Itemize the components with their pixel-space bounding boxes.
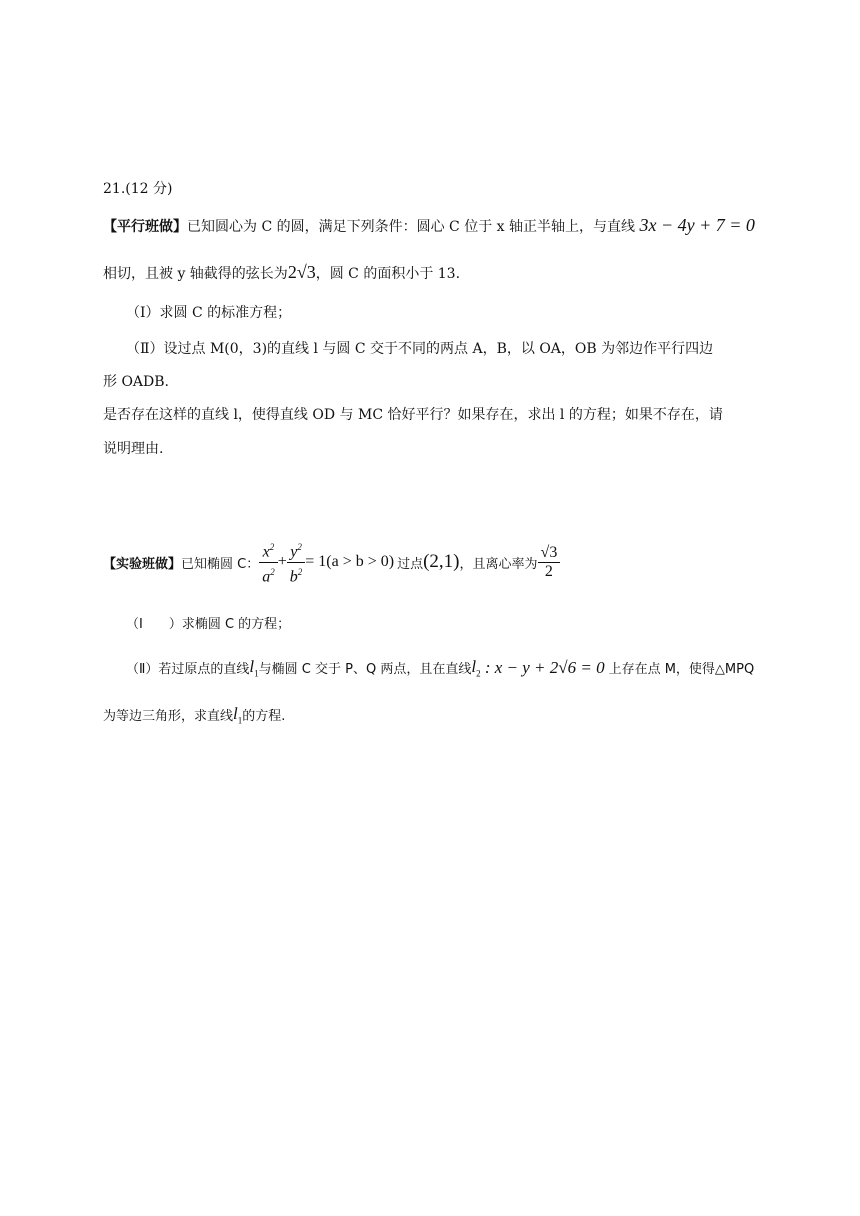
parallel-part-2-a: （Ⅱ）设过点 M(0，3)的直线 l 与圆 C 交于不同的两点 A，B，以 OA，OB 为邻边作平行四边 [126,341,714,357]
parallel-part-2-b: 形 OADB. [103,374,170,390]
line-l1-symbol: $l_1$ [249,657,259,679]
experiment-tag: 【实验班做】 [103,556,182,572]
eccentricity-numerator: √3 [538,544,561,563]
parallel-intro-c: ，圆 C 的面积小于 13. [315,266,461,282]
line-l2-symbol: $l_2$ [471,657,481,679]
parallel-part-1: （Ⅰ）求圆 C 的标准方程； [126,305,292,321]
parallel-intro-b: 相切，且被 y 轴截得的弦长为 [103,266,288,282]
problem-number: 21.(12 分) [103,181,173,197]
line-l2-equation: x − y + 2√6 = 0 [494,657,605,677]
experiment-part-2-line-2 [103,704,285,725]
experiment-intro-b: 过点 [397,556,424,572]
line-l1-symbol-2: $l_1$ [233,704,243,726]
ellipse-condition: = 1(a > b > 0) [305,553,395,570]
experiment-part-2-e: 的方程. [242,709,286,725]
experiment-line-1 [103,540,560,584]
parallel-part-2-d: 说明理由. [103,441,164,457]
parallel-line-1 [103,215,755,236]
parallel-line-equation: 3x − 4y + 7 = 0 [639,215,755,235]
plus-sign: + [277,553,287,570]
eccentricity-fraction [538,544,561,581]
experiment-part-2-line-1 [126,657,754,678]
parallel-chord-length: 2√3 [287,262,316,282]
parallel-intro-a: 已知圆心为 C 的圆，满足下列条件：圆心 C 位于 x 轴正半轴上，与直线 [187,219,636,235]
experiment-intro-a: 已知椭圆 C： [181,556,260,572]
ellipse-point: (2,1) [423,551,460,572]
line-l2-prefix: : [480,657,495,677]
experiment-part-2-c: 上存在点 M，使得△MPQ [608,662,755,678]
ellipse-y-term: $\frac{y^2}{b^2}$ [287,538,306,586]
ellipse-x-term: $\frac{x^2}{a^2}$ [259,538,278,586]
experiment-part-2-b: 与椭圆 C 交于 P、Q 两点，且在直线 [258,662,472,678]
parallel-tag: 【平行班做】 [103,219,187,235]
parallel-line-2 [103,262,460,283]
parallel-part-2-c: 是否存在这样的直线 l，使得直线 OD 与 MC 恰好平行？如果存在，求出 l 的方程；如果不存在，请 [103,407,723,423]
experiment-intro-c: ，且离心率为 [459,556,538,572]
experiment-part-2-d: 为等边三角形，求直线 [103,709,234,725]
experiment-part-2-a: （Ⅱ）若过原点的直线 [126,662,250,678]
eccentricity-denominator: 2 [544,562,553,580]
experiment-part-1: （Ⅰ ）求椭圆 C 的方程； [126,617,291,632]
